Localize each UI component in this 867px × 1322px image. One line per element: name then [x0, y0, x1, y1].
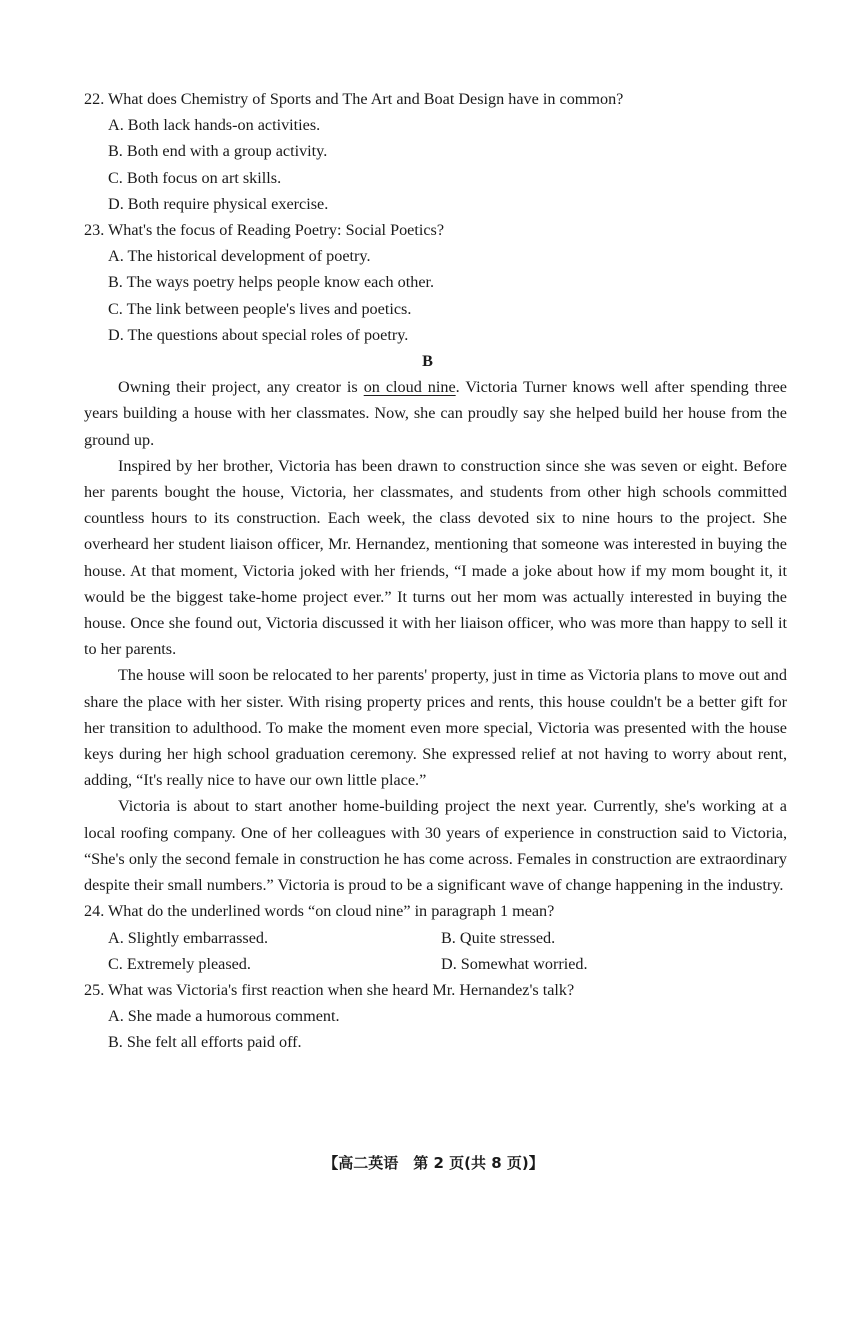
question-24-stem: 24. What do the underlined words “on cloud nine” in paragraph 1 mean?: [84, 902, 555, 921]
question-23-option-b: B. The ways poetry helps people know each other.: [108, 273, 435, 292]
exam-page: [0, 86, 867, 1056]
question-23-option-c: C. The link between people's lives and poetics.: [108, 299, 412, 318]
passage-paragraph-3: The house will soon be relocated to her parents' property, just in time as Victoria plans to move out and share the place with her sister. With rising property prices and rents, this house couldn't be a better gift for her transition to adulthood. To make the moment even more special, Victoria was presented with the house keys during her high school graduation ceremony. She expressed relief at not having to worry about rent, adding, “It's really nice to have our own little place.”: [84, 666, 787, 790]
underlined-phrase: on cloud nine: [363, 378, 456, 397]
question-22-option-b: B. Both end with a group activity.: [108, 142, 328, 161]
question-24-option-d: D. Somewhat worried.: [441, 954, 588, 973]
passage-paragraph-4: Victoria is about to start another home-building project the next year. Currently, she's working at a local roofing company. One of her colleagues with 30 years of experience in construction said to Victoria, “She's only the second female in construction he has come across. Females in construction are extraordinary despite their small numbers.” Victoria is proud to be a significant wave of change happening in the industry.: [84, 797, 787, 895]
question-25-stem: 25. What was Victoria's first reaction when she heard Mr. Hernandez's talk?: [84, 980, 575, 999]
question-22-stem: 22. What does Chemistry of Sports and The Art and Boat Design have in common?: [84, 90, 624, 108]
question-22-option-d: D. Both require physical exercise.: [108, 194, 329, 213]
question-24-options-row-1: [108, 925, 768, 951]
question-25-option-b: B. She felt all efforts paid off.: [108, 1033, 302, 1052]
paragraph-1-start: Owning their project, any creator is: [118, 378, 364, 397]
question-24-options-row-2: [108, 951, 768, 977]
paragraph-1-end: . Victoria Turner knows well after spending three years building a house with her classmates. Now, she can proudly say she helped build her house from the ground up.: [84, 378, 787, 449]
passage-paragraph-1: [84, 374, 787, 453]
question-24-option-c: C. Extremely pleased.: [108, 954, 251, 973]
question-23-option-a: A. The historical development of poetry.: [108, 247, 371, 266]
question-25-option-a: A. She made a humorous comment.: [108, 1007, 340, 1026]
question-23-stem: 23. What's the focus of Reading Poetry: Social Poetics?: [84, 221, 445, 240]
question-22-option-a: A. Both lack hands-on activities.: [108, 116, 321, 135]
page-footer: 【高二英语 第 2 页(共 8 页)】: [323, 1154, 544, 1172]
question-22-option-c: C. Both focus on art skills.: [108, 168, 282, 187]
question-24-option-a: A. Slightly embarrassed.: [108, 928, 269, 947]
section-heading: B: [422, 352, 433, 371]
question-23-option-d: D. The questions about special roles of poetry.: [108, 325, 409, 344]
question-24-option-b: B. Quite stressed.: [441, 928, 556, 947]
passage-paragraph-2: Inspired by her brother, Victoria has been drawn to construction since she was seven or eight. Before her parents bought the house, Victoria, her classmates, and students from other high schools committed countless hours to its construction. Each week, the class devoted six to nine hours to the project. She overheard her student liaison officer, Mr. Hernandez, mentioning that someone was interested in buying the house. At that moment, Victoria joked with her friends, “I made a joke about how if my mom bought it, it would be the biggest take-home project ever.” It turns out her mom was actually interested in buying the house. Once she found out, Victoria discussed it with her liaison officer, who was more than happy to sell it to her parents.: [84, 456, 787, 659]
